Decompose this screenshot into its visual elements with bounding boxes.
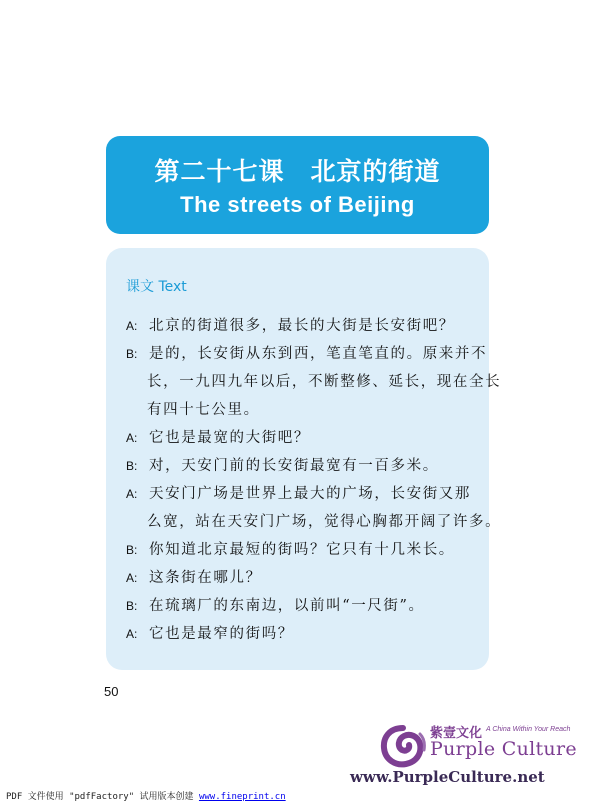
pdf-footer-text: PDF 文件使用 "pdfFactory" 试用版本创建 <box>6 792 199 802</box>
dialogue-line <box>106 396 489 424</box>
dialogue-line <box>106 424 489 452</box>
speaker-label: A: <box>126 431 138 445</box>
speaker-label: B: <box>126 459 138 473</box>
lesson-title-english: The streets of Beijing <box>180 192 415 217</box>
dialogue-text: 它也是最窄的街吗？ <box>149 626 294 642</box>
dialogue-text: 长，一九四九年以后，不断整修、延长，现在全长 <box>147 374 502 390</box>
speaker-label: A: <box>126 571 138 585</box>
dialogue-line <box>106 340 489 368</box>
text-panel <box>106 248 502 670</box>
logo-tagline: A China Within Your Reach <box>486 726 571 733</box>
speaker-label: B: <box>126 347 138 361</box>
page-number: 50 <box>104 684 119 699</box>
speaker-label: A: <box>126 487 138 501</box>
dialogue-text: 北京的街道很多，最长的大街是长安街吧？ <box>149 318 455 334</box>
dialogue-line <box>106 592 489 620</box>
swirl-logo-icon <box>380 724 426 768</box>
dialogue-line <box>106 564 489 592</box>
lesson-title-chinese: 第二十七课 北京的街道 <box>154 157 441 186</box>
lesson-title-banner <box>106 136 489 234</box>
dialogue-line <box>106 452 489 480</box>
dialogue <box>106 312 502 648</box>
dialogue-text: 是的，长安街从东到西，笔直笔直的。原来并不 <box>149 346 488 362</box>
dialogue-text: 有四十七公里。 <box>147 402 260 418</box>
dialogue-line <box>106 480 489 508</box>
dialogue-line <box>106 312 489 340</box>
logo-chinese-name: 紫壹文化 <box>430 726 483 741</box>
dialogue-text: 天安门广场是世界上最大的广场，长安街又那 <box>149 486 471 502</box>
dialogue-text: 它也是最宽的大街吧？ <box>149 430 310 446</box>
dialogue-text: 么宽，站在天安门广场，觉得心胸都开阔了许多。 <box>147 514 502 530</box>
dialogue-line <box>106 536 489 564</box>
dialogue-text: 对，天安门前的长安街最宽有一百多米。 <box>149 458 439 474</box>
dialogue-line <box>106 620 489 648</box>
purple-culture-logo <box>350 722 600 790</box>
section-label: 课文 Text <box>126 279 187 295</box>
pdf-footer-link[interactable]: www.fineprint.cn <box>198 792 286 802</box>
speaker-label: A: <box>126 319 138 333</box>
dialogue-text: 你知道北京最短的街吗？它只有十几米长。 <box>149 542 455 558</box>
speaker-label: B: <box>126 599 138 613</box>
dialogue-text: 在琉璃厂的东南边，以前叫“一尺街”。 <box>149 598 425 614</box>
speaker-label: A: <box>126 627 138 641</box>
dialogue-line <box>106 508 502 536</box>
pdf-footer <box>6 789 286 802</box>
logo-url: www.PurpleCulture.net <box>350 768 545 786</box>
dialogue-text: 这条街在哪儿？ <box>149 570 262 586</box>
dialogue-line <box>106 368 502 396</box>
logo-brand-name: Purple Culture <box>430 738 577 760</box>
speaker-label: B: <box>126 543 138 557</box>
